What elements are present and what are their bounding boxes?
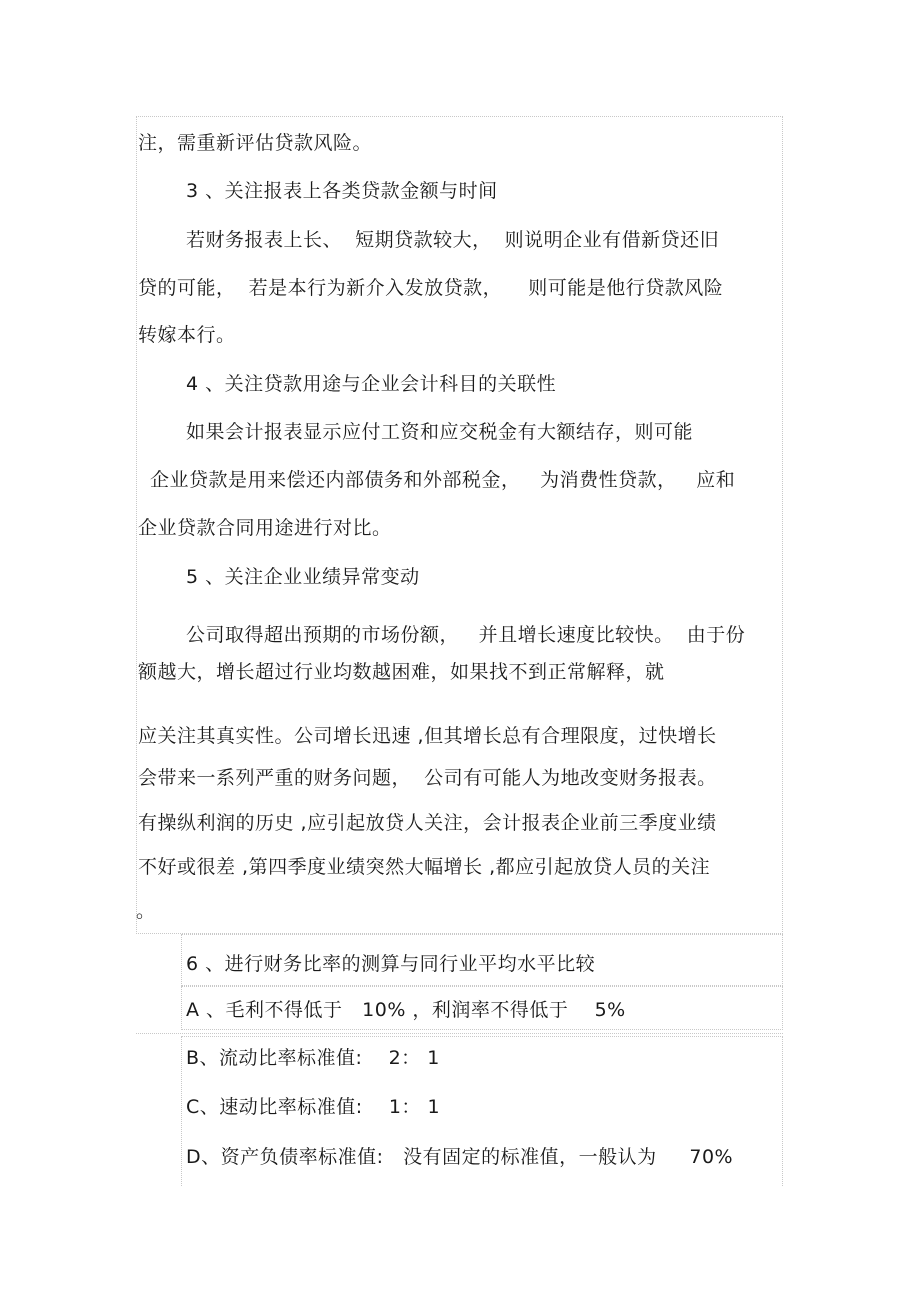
text-line-17: 。 [136, 900, 156, 922]
section-heading-3: 3 、关注报表上各类贷款金额与时间 [186, 180, 498, 202]
text-line-8: 企业贷款是用来偿还内部债务和外部税金， 为消费性贷款， 应和 [150, 469, 736, 491]
text-line-1: 注，需重新评估贷款风险。 [138, 132, 373, 154]
text-line-5: 转嫁本行。 [138, 324, 236, 346]
section-heading-5: 5 、关注企业业绩异常变动 [186, 566, 420, 588]
text-line-9: 企业贷款合同用途进行对比。 [138, 517, 392, 539]
ratio-item-d: D、资产负债率标准值: 没有固定的标准值，一般认为 70% [186, 1146, 734, 1168]
text-line-4: 贷的可能， 若是本行为新介入发放贷款， 则可能是他行贷款风险 [138, 277, 724, 299]
text-line-7: 如果会计报表显示应付工资和应交税金有大额结存，则可能 [186, 421, 694, 443]
text-line-3: 若财务报表上长、 短期贷款较大， 则说明企业有借新贷还旧 [186, 229, 720, 251]
text-line-11: 公司取得超出预期的市场份额， 并且增长速度比较快。 由于份 [186, 624, 746, 646]
ratio-item-b: B、流动比率标准值: 2： 1 [186, 1047, 440, 1069]
text-line-12: 额越大，增长超过行业均数越困难，如果找不到正常解释，就 [138, 661, 665, 683]
section-heading-4: 4 、关注贷款用途与企业会计科目的关联性 [186, 373, 557, 395]
section-heading-6: 6 、进行财务比率的测算与同行业平均水平比较 [186, 953, 596, 975]
ratio-item-c: C、速动比率标准值: 1： 1 [186, 1096, 441, 1118]
text-line-13: 应关注其真实性。公司增长迅速 ,但其增长总有合理限度，过快增长 [138, 725, 717, 747]
text-line-16: 不好或很差 ,第四季度业绩突然大幅增长 ,都应引起放贷人员的关注 [138, 856, 711, 878]
ratio-item-a: A 、毛利不得低于 10% ，利润率不得低于 5% [186, 999, 626, 1021]
divider-line [136, 1033, 783, 1034]
text-line-15: 有操纵利润的历史 ,应引起放贷人关注，会计报表企业前三季度业绩 [138, 812, 717, 834]
text-line-14: 会带来一系列严重的财务问题， 公司有可能人为地改变财务报表。 [138, 767, 717, 789]
